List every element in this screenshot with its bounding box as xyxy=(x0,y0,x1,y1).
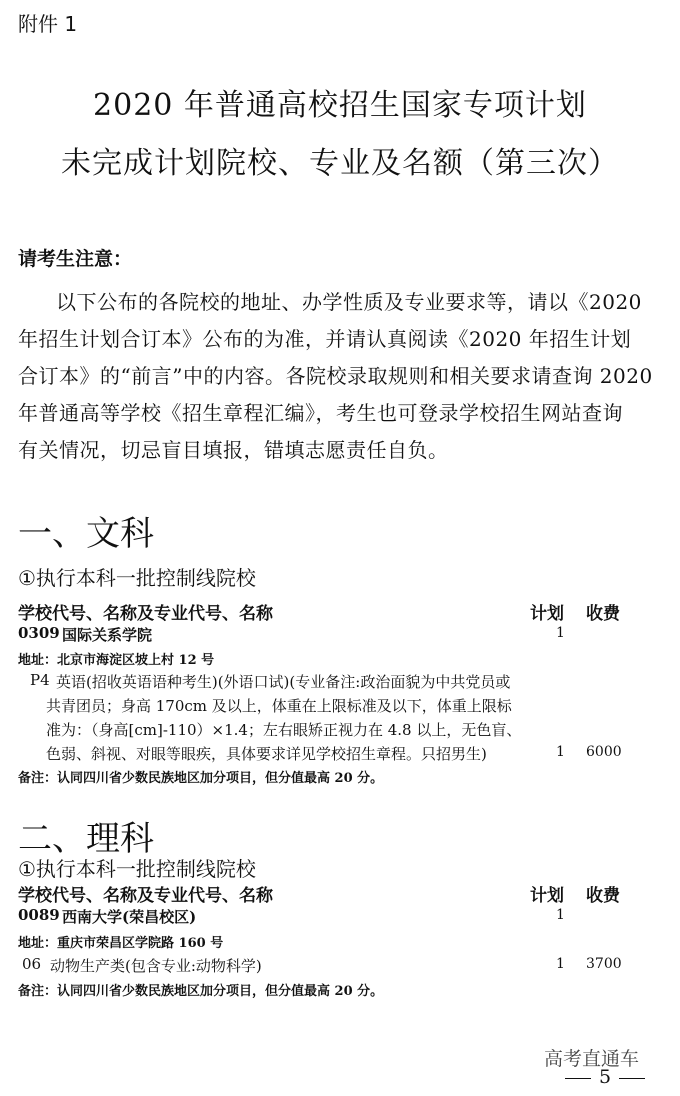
page-number: 5 xyxy=(598,1066,612,1088)
major-code: 06 xyxy=(22,955,42,973)
section-title-science: 二、理科 xyxy=(18,819,154,859)
table-header-fee: 收费 xyxy=(586,886,620,906)
page-dash-right xyxy=(619,1078,645,1079)
title-line-2: 未完成计划院校、专业及名额（第三次） xyxy=(61,146,619,181)
school-name: 国际关系学院 xyxy=(62,626,153,644)
major-name: 动物生产类(包含专业:动物科学) xyxy=(50,957,262,975)
school-address: 地址：重庆市荣昌区学院路 160 号 xyxy=(18,936,224,951)
major-plan: 1 xyxy=(556,744,565,760)
notice-line: 年普通高等学校《招生章程汇编》，考生也可登录学校招生网站查询 xyxy=(18,401,623,425)
table-header-fee: 收费 xyxy=(586,604,620,624)
major-code: P4 xyxy=(30,671,50,689)
table-header-plan: 计划 xyxy=(530,886,564,906)
page-number-footer xyxy=(560,1066,650,1088)
school-code: 0309 xyxy=(18,624,60,642)
major-fee: 6000 xyxy=(586,744,622,760)
page-dash-left xyxy=(565,1078,591,1079)
major-plan: 1 xyxy=(556,956,565,972)
title-line-1: 2020 年普通高校招生国家专项计划 xyxy=(93,88,587,123)
batch-title: ①执行本科一批控制线院校 xyxy=(18,566,256,590)
major-line: 英语(招收英语语种考生)(外语口试)(专业备注:政治面貌为中共党员或 xyxy=(56,673,511,691)
major-line: 共青团员；身高 170cm 及以上，体重在上限标准及以下，体重上限标 xyxy=(46,697,512,715)
school-name: 西南大学(荣昌校区) xyxy=(62,908,197,926)
school-address: 地址：北京市海淀区坡上村 12 号 xyxy=(18,653,215,668)
school-plan: 1 xyxy=(556,907,565,923)
notice-line: 以下公布的各院校的地址、办学性质及专业要求等，请以《2020 xyxy=(56,290,642,314)
batch-title: ①执行本科一批控制线院校 xyxy=(18,857,256,881)
remark: 备注：认同四川省少数民族地区加分项目，但分值最高 20 分。 xyxy=(18,771,384,786)
school-plan: 1 xyxy=(556,625,565,641)
section-title-liberal-arts: 一、文科 xyxy=(18,514,154,554)
table-header-plan: 计划 xyxy=(530,604,564,624)
notice-line: 合订本》的“前言”中的内容。各院校录取规则和相关要求请查询 2020 xyxy=(18,364,653,388)
table-header-left: 学校代号、名称及专业代号、名称 xyxy=(18,886,273,906)
school-code: 0089 xyxy=(18,906,60,924)
major-fee: 3700 xyxy=(586,956,622,972)
notice-heading: 请考生注意： xyxy=(18,248,133,270)
notice-line: 年招生计划合订本》公布的为准，并请认真阅读《2020 年招生计划 xyxy=(18,327,632,351)
major-line: 准为：（身高[cm]-110）×1.4；左右眼矫正视力在 4.8 以上，无色盲、 xyxy=(46,721,522,739)
notice-line: 有关情况，切忌盲目填报，错填志愿责任自负。 xyxy=(18,438,449,462)
table-header-left: 学校代号、名称及专业代号、名称 xyxy=(18,604,273,624)
attachment-label: 附件 1 xyxy=(18,12,78,36)
watermark: 高考直通车 xyxy=(544,1048,640,1070)
remark: 备注：认同四川省少数民族地区加分项目，但分值最高 20 分。 xyxy=(18,984,384,999)
major-line: 色弱、斜视、对眼等眼疾，具体要求详见学校招生章程。只招男生) xyxy=(46,745,487,763)
